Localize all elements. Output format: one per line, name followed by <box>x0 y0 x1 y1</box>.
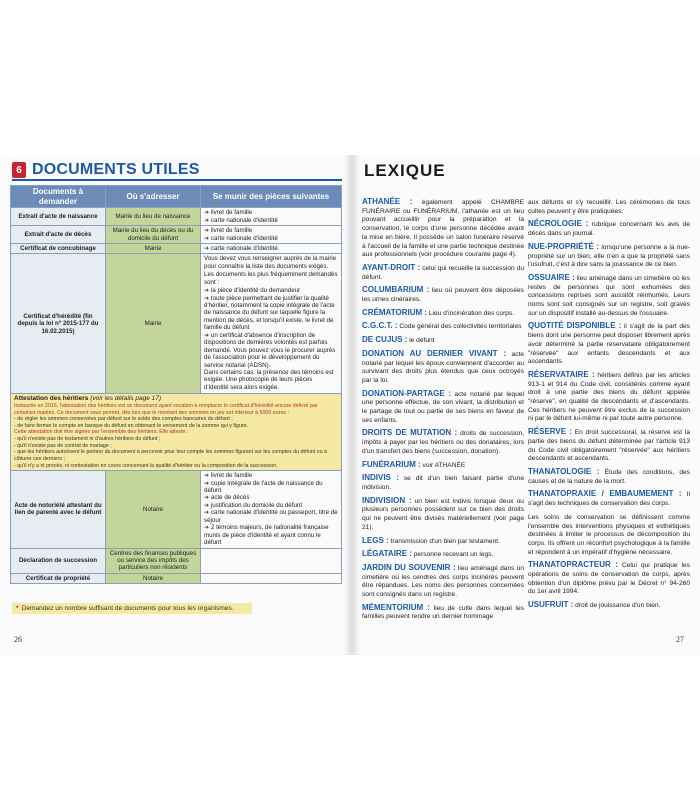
lexicon-term: OSSUAIRE : <box>528 272 575 282</box>
lexicon-term: USUFRUIT : <box>528 600 574 610</box>
lexicon-definition: Il s'agit des techniques de conservation des corps. <box>528 491 690 508</box>
doc-items <box>201 208 342 226</box>
lexicon-definition: Étude des conditions, des causes et de la nature de la mort. <box>528 468 690 485</box>
lexicon-entry <box>528 512 690 558</box>
table-row <box>11 254 342 394</box>
list-item: ➔ livret de famille <box>204 472 338 479</box>
table-row <box>11 208 342 226</box>
attestation-line: Cette attestation doit être signée par l'ensemble des héritiers. Elle atteste : <box>14 429 189 436</box>
table-header-row <box>11 186 342 208</box>
list-item: ➔ justification du domicile du défunt <box>204 502 338 509</box>
lexicon-definition: un bien est indivis lorsque deux ou plusieurs personnes possèdent sur ce bien des droits qui ne peuvent être divisés matériellement (voir page 21). <box>362 497 524 531</box>
attestation-title-note: (voir les détails page 17) <box>90 395 162 403</box>
lexicon-definition: lieu aménagé dans un cimetière où les restes de personnes qui sont exhumées des concessions reprises sont aussitôt réinhumés. Leurs noms sont soit consignés sur un registre, soit gravés sur un dispositif installé au-dessus de l'ossuaire. <box>528 274 690 317</box>
lexicon-entry <box>362 263 524 282</box>
header-pieces: Se munir des pièces suivantes <box>201 186 342 208</box>
doc-where: Notaire <box>106 471 201 548</box>
list-item: ➔ carte nationale d'identité <box>204 245 338 252</box>
list-item: ➔ la pièce d'identité du demandeur <box>204 287 338 294</box>
lexicon-entry <box>528 219 690 238</box>
lexicon-definition: le défunt <box>409 337 435 345</box>
list-item: - qu'il n'y a ni procès, ni contestation en cours concernant la qualité d'héritier ou la composition de la succession. <box>14 462 278 469</box>
lexicon-term: INDIVIS : <box>362 473 399 483</box>
list-item: - que les héritiers autorisent le porteur du document à percevoir pour leur compte les sommes figurant sur les comptes du défunt ou à clôturer ces derniers ; <box>14 449 327 462</box>
cell-text: Vous devez vous renseigner auprès de la mairie pour connaître la liste des documents exigés. <box>204 255 337 270</box>
doc-items <box>201 548 342 573</box>
lexicon-entry <box>362 389 524 426</box>
documents-table <box>10 185 342 584</box>
doc-name: Extrait d'acte de décès <box>11 226 106 244</box>
attestation-row <box>11 394 342 471</box>
lexicon-term: MÉMENTORIUM : <box>362 602 430 612</box>
attestation-title-text: Attestation des héritiers <box>14 395 89 403</box>
note-text: Demandez un nombre suffisant de documents pour tous les organismes. <box>21 605 234 612</box>
lexicon-term: C.G.C.T. : <box>362 321 398 331</box>
lexicon-definition: lieu aménagé dans un cimetière où les cendres des corps incinérés peuvent être répandues. Les noms des personnes concernées sont consignés dans un registre. <box>362 564 524 599</box>
doc-where: Centres des finances publiques ou service des impôts des particuliers non résidents <box>106 548 201 573</box>
cell-text: Dans certains cas, la présence des témoins est exigée. Une photocopie de leurs pièces d'identité sera alors exigée. <box>204 368 334 391</box>
list-item-text: qu'il n'existe pas de testament ni d'autres héritiers du défunt ; <box>17 436 161 443</box>
doc-where: Mairie du lieu du décès ou du domicile du défunt <box>106 226 201 244</box>
lexicon-term: DE CUJUS : <box>362 335 408 345</box>
lexicon-term: THANATOLOGIE : <box>528 466 600 476</box>
lexicon-term: NUE-PROPRIÉTÉ : <box>528 241 600 251</box>
table-row <box>11 573 342 583</box>
table-row <box>11 471 342 548</box>
doc-where: Mairie <box>106 243 201 253</box>
section-number-badge: 6 <box>12 162 26 178</box>
doc-items <box>201 254 342 394</box>
lexicon-entry <box>528 321 690 367</box>
lexicon-entry <box>528 197 690 216</box>
attestation-title <box>14 395 338 403</box>
lexicon-entry <box>362 460 524 471</box>
list-item-text: de faire fermer le compte en banque du défunt en obtenant le versement de la somme qui y figure. <box>17 422 249 429</box>
lexicon-entry <box>362 197 524 260</box>
lexicon-term: DROITS DE MUTATION : <box>362 428 458 438</box>
list-item: ➔ livret de famille <box>204 209 338 216</box>
note-bullet: * <box>16 605 19 612</box>
list-item: - qu'il n'existe pas de contrat de mariage ; <box>14 442 112 449</box>
lexicon-definition: celui qui recueille la succession du défunt. <box>362 264 524 281</box>
list-item: ➔ carte nationale d'identité <box>204 217 338 224</box>
lexicon-entry <box>528 427 690 464</box>
page-number-right: 27 <box>676 635 684 644</box>
lexicon-entry <box>362 349 524 386</box>
title-rule <box>12 179 342 181</box>
list-item: ➔ carte nationale d'identité ou passeport, titre de séjour <box>204 509 338 524</box>
list-item: - qu'il n'existe pas de testament ni d'autres héritiers du défunt ; <box>14 436 161 443</box>
doc-where: Notaire <box>106 573 201 583</box>
list-item-text: qu'il n'existe pas de contrat de mariage ; <box>17 442 112 449</box>
lexicon-term: CRÉMATORIUM : <box>362 307 428 317</box>
lexicon-entry <box>362 496 524 533</box>
attestation-line: Instaurée en 2015, l'attestation des héritiers est un document ayant vocation à remplacer le certificat d'hérédité encore délivré par certaines mairies. Ce document vous permet, dès lors que le montant des sommes en jeu est inférieur à 5000 euros : <box>14 403 318 416</box>
lexicon-term: AYANT-DROIT : <box>362 262 421 272</box>
lexicon-column-b <box>528 197 690 614</box>
lexicon-term: ATHANÉE : <box>362 197 413 206</box>
lexicon-term: DONATION-PARTAGE : <box>362 388 452 398</box>
doc-items <box>201 226 342 244</box>
lexicon-column-a <box>362 197 524 625</box>
list-item: ➔ acte de décès <box>204 494 338 501</box>
lexicon-term: COLUMBARIUM : <box>362 285 430 295</box>
lexicon-term: LÉGATAIRE : <box>362 549 412 559</box>
lexicon-entry <box>528 467 690 486</box>
header-documents: Documents à demander <box>11 186 106 208</box>
table-row <box>11 548 342 573</box>
lexicon-entry <box>362 603 524 622</box>
list-item: ➔ un certificat d'absence d'inscription de dispositions de dernières volontés est parfois demandé. Vous pouvez vous le procurer auprès de l'association pour le développement du service notarial (ADSN). <box>204 332 338 369</box>
lexicon-entry <box>362 549 524 560</box>
doc-name: Certificat de concubinage <box>11 243 106 253</box>
lexicon-definition: droits de succession, impôts à payer par les héritiers ou des donataires, lors d'un transfert des biens (succession, donation). <box>362 430 524 455</box>
lexicon-entry <box>528 273 690 319</box>
lexicon-entry <box>528 560 690 597</box>
lexicon-definition: également appelé CHAMBRE FUNÉRAIRE ou FUNÉRARIUM, l'athanée est un lieu pouvant accueillir pour la préparation et la conservation, le corps d'une personne décédée avant la mise en bière. Il possède un salon funéraire réservé à l'accueil de la famille et une partie technique destinée aux professionnels (voir procédure courante page 4). <box>362 199 524 259</box>
lexicon-definition: lieu de culte dans lequel les familles peuvent rendre un dernier hommage <box>362 604 524 621</box>
attestation-body <box>14 403 338 469</box>
reminder-note <box>12 603 252 614</box>
list-item: ➔ 2 témoins majeurs, de nationalité française munis de pièce d'identité et ayant connu le défunt <box>204 524 338 546</box>
lexicon-term: THANATOPRAXIE / EMBAUMEMENT : <box>528 489 682 499</box>
doc-name: Déclaration de succession <box>11 548 106 573</box>
lexicon-definition: Celui qui pratique les opérations de soins de conservation de corps, après obtention d'un diplôme prévu par le Décret n° 94-260 du 1er avril 1994. <box>528 562 690 596</box>
lexicon-definition: Lieu d'incinération des corps. <box>428 309 515 317</box>
lexicon-entry <box>362 308 524 319</box>
lexicon-entry <box>362 473 524 492</box>
doc-items <box>201 243 342 253</box>
lexicon-definition: il s'agit de la part des biens dont une personne peut disposer librement après avoir déterminé la partie réservataire obligatoirement "réservée" aux enfants descendants et aux ascendants. <box>528 323 690 366</box>
lexicon-term: THANATOPRACTEUR : <box>528 560 618 570</box>
lexicon-term: QUOTITÉ DISPONIBLE : <box>528 321 622 331</box>
attestation-cell <box>11 394 342 471</box>
doc-items <box>201 573 342 583</box>
lexicon-entry <box>528 600 690 611</box>
lexicon-term: INDIVISION : <box>362 495 412 505</box>
lexicon-entry <box>362 536 524 547</box>
doc-where: Mairie <box>106 254 201 394</box>
lexicon-title: LEXIQUE <box>364 161 446 180</box>
cell-text: Les documents les plus fréquemment demandés sont : <box>204 271 338 286</box>
lexicon-entry <box>362 321 524 332</box>
book-spread <box>0 155 700 655</box>
page-title: DOCUMENTS UTILES <box>32 161 200 178</box>
doc-name: Certificat d'hérédité (fin depuis la loi n° 2015-177 du 16.02.2015) <box>11 254 106 394</box>
list-item-text: que les héritiers autorisent le porteur du document à percevoir pour leur compte les sommes figurant sur les comptes du défunt ou à clôturer ces derniers ; <box>14 449 327 462</box>
lexicon-definition: héritiers définis par les articles 913-1 et 914 du Code civil, considérés comme ayant droit à une partie des biens du défunt appelée "réserve", en qualité de descendants et d'ascendants. Ces héritiers ne peuvent être exclus de la succession ni par le défunt lui-même ni par toute autre personne. <box>528 371 690 423</box>
header-where: Où s'adresser <box>106 186 201 208</box>
right-page <box>352 155 700 655</box>
lexicon-entry <box>528 242 690 270</box>
lexicon-term: LEGS : <box>362 535 389 545</box>
doc-name: Extrait d'acte de naissance <box>11 208 106 226</box>
lexicon-entry <box>528 370 690 424</box>
list-item: ➔ toute pièce permettant de justifier la qualité d'héritier, notamment la copie intégrale de l'acte de naissance du défunt sur laquelle figure la mention de décès, et lorsqu'il existe, le livret de famille du défunt <box>204 295 338 332</box>
lexicon-definition: acte notarié par lequel une personne effectue, de son vivant, la distribution et le partage de tout ou partie de ses biens en faveur de ses enfants. <box>362 390 525 424</box>
lexicon-definition: acte notarié par lequel les époux conviennent d'accorder au survivant des droits plus étendus que ceux octroyés par la loi. <box>362 350 524 384</box>
lexicon-definition: aux défunts et s'y recueillir. Les cérémonies de tous cultes peuvent y être pratiquées. <box>528 199 690 215</box>
lexicon-entry <box>362 563 524 600</box>
lexicon-definition: droit de jouissance d'un bien. <box>575 602 661 610</box>
lexicon-definition: lieu où peuvent être déposées les urnes cinéraires. <box>362 287 524 304</box>
list-item-text: qu'il n'y a ni procès, ni contestation en cours concernant la qualité d'héritier ou la composition de la succession. <box>17 462 278 469</box>
lexicon-term: RÉSERVATAIRE : <box>528 369 595 379</box>
list-item: ➔ copie intégrale de l'acte de naissance du défunt <box>204 480 338 495</box>
lexicon-term: NÉCROLOGIE : <box>528 219 589 229</box>
lexicon-entry <box>528 489 690 508</box>
lexicon-definition: Les soins de conservation se définissent comme l'ensemble des interventions physiques et esthétiques destinées à limiter le processus de décomposition du corps. Ils offrent un réconfort psychologique à la famille et répondent à un impératif d'hygiène nécessaire. <box>528 513 690 556</box>
doc-name: Certificat de propriété <box>11 573 106 583</box>
book-gutter <box>344 155 360 655</box>
lexicon-entry <box>362 428 524 456</box>
left-page <box>0 155 352 655</box>
list-item-text: de régler les sommes conservées par défunt sur le solde des comptes bancaires du défunt ; <box>17 416 233 423</box>
lexicon-definition: rubrique concernant les avis de décès dans un journal. <box>528 221 690 238</box>
list-item: ➔ carte nationale d'identité <box>204 235 338 242</box>
list-item: - de régler les sommes conservées par défunt sur le solde des comptes bancaires du défunt ; <box>14 416 233 423</box>
page-number-left: 26 <box>14 635 22 644</box>
table-row <box>11 243 342 253</box>
lexicon-definition: Code général des collectivités territoriales <box>399 323 522 331</box>
lexicon-term: DONATION AU DERNIER VIVANT : <box>362 348 507 358</box>
lexicon-definition: se dit d'un bien faisant partie d'une indivision. <box>362 475 524 491</box>
lexicon-entry <box>362 285 524 304</box>
lexicon-definition: personne recevant un legs. <box>413 551 494 559</box>
lexicon-definition: lorsqu'une personne a la nue-propriété sur un bien, elle n'en a que la propriété sans l'usufruit, c'est à dire sans la jouissance de ce bien. <box>528 243 690 269</box>
lexicon-term: RÉSERVE : <box>528 427 572 437</box>
lexicon-definition: En droit successoral, la réserve est la partie des biens du défunt déterminée par l'article 913 du Code civil obligatoirement "réservée" aux héritiers descendants et ascendants. <box>528 429 690 463</box>
lexicon-definition: transmission d'un bien par testament. <box>390 537 500 545</box>
list-item: - de faire fermer le compte en banque du défunt en obtenant le versement de la somme qui y figure. <box>14 422 249 429</box>
lexicon-term: JARDIN DU SOUVENIR : <box>362 562 456 572</box>
list-item: ➔ livret de famille <box>204 227 338 234</box>
table-row <box>11 226 342 244</box>
doc-items <box>201 471 342 548</box>
section-title <box>12 161 200 179</box>
lexicon-term: FUNÉRARIUM : <box>362 459 421 469</box>
lexicon-entry <box>362 335 524 346</box>
doc-where: Mairie du lieu de naissance <box>106 208 201 226</box>
lexicon-definition: voir ATHANÉE <box>422 461 466 469</box>
doc-name: Acte de notoriété attestant du lien de parenté avec le défunt <box>11 471 106 548</box>
